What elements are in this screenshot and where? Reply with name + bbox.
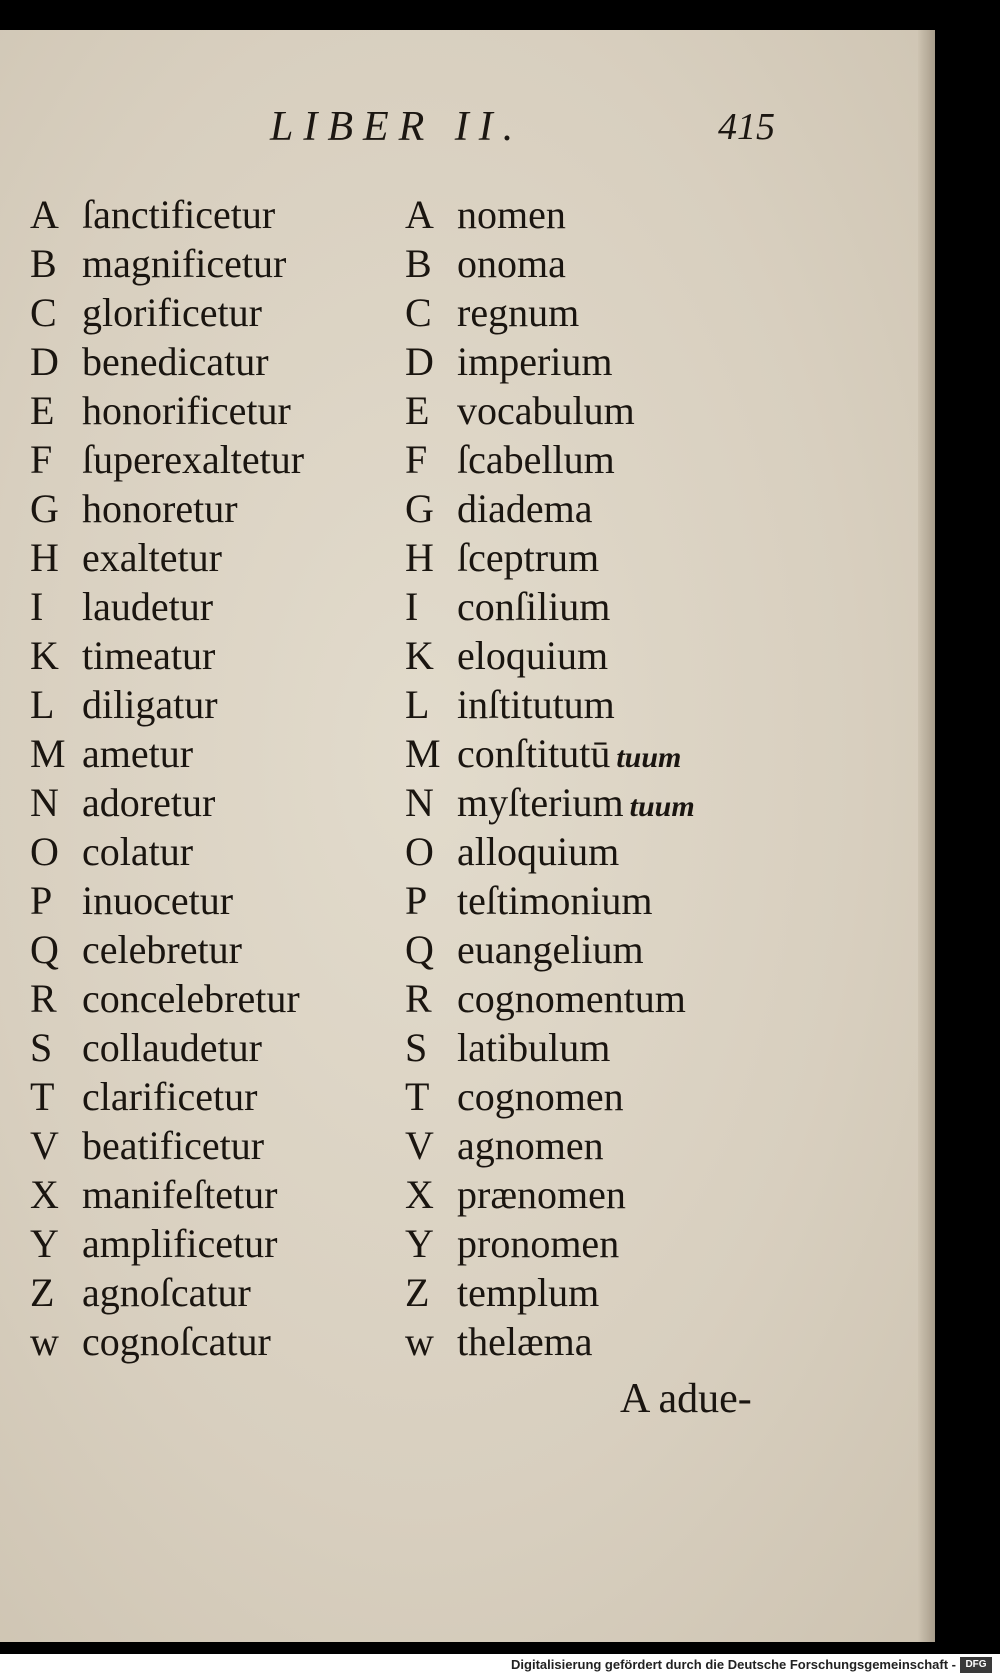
list-item (30, 974, 380, 1023)
entry-word: thelæma (457, 1319, 593, 1364)
list-item (30, 1121, 380, 1170)
entry-word: concelebretur (82, 976, 300, 1021)
entry-suffix: tuum (629, 790, 695, 823)
entry-letter: Y (30, 1221, 59, 1266)
entry-letter: Q (30, 927, 59, 972)
list-item (405, 1219, 805, 1268)
list-item (405, 827, 805, 876)
list-item (405, 631, 805, 680)
list-item (405, 1023, 805, 1072)
entry-letter: C (405, 290, 432, 335)
entry-word: ſuperexaltetur (82, 437, 305, 482)
entry-letter: V (405, 1123, 434, 1168)
entry-letter: R (405, 976, 432, 1021)
entry-word: teſtimonium (457, 878, 653, 923)
list-item (30, 337, 380, 386)
entry-word: agnomen (457, 1123, 604, 1168)
list-item (30, 925, 380, 974)
entry-word: myſterium (457, 780, 624, 825)
list-item (30, 288, 380, 337)
entry-letter: M (30, 731, 66, 776)
entry-word: alloquium (457, 829, 620, 874)
entry-letter: B (405, 241, 432, 286)
list-item (405, 386, 805, 435)
list-item (30, 876, 380, 925)
entry-letter: L (30, 682, 55, 727)
entry-word: laudetur (82, 584, 214, 629)
entry-letter: I (30, 584, 44, 629)
entry-word: latibulum (457, 1025, 611, 1070)
entry-word: inſtitutum (457, 682, 615, 727)
entry-word: cognomentum (457, 976, 686, 1021)
left-column (30, 190, 380, 1366)
entry-letter: Q (405, 927, 434, 972)
entry-word: clarificetur (82, 1074, 258, 1119)
entry-letter: P (30, 878, 53, 923)
right-column (405, 190, 805, 1366)
page-edge (918, 30, 935, 1642)
entry-letter: X (30, 1172, 59, 1217)
entry-word: honorificetur (82, 388, 291, 433)
list-item (405, 925, 805, 974)
entry-letter: O (405, 829, 434, 874)
list-item (30, 1072, 380, 1121)
book-page (0, 30, 935, 1642)
list-item (405, 876, 805, 925)
entry-word: diadema (457, 486, 593, 531)
entry-letter: T (30, 1074, 55, 1119)
entry-letter: R (30, 976, 57, 1021)
entry-word: euangelium (457, 927, 644, 972)
entry-word: vocabulum (457, 388, 635, 433)
footer-bar (0, 1654, 1000, 1677)
entry-word: templum (457, 1270, 600, 1315)
entry-letter: Z (405, 1270, 430, 1315)
entry-word: timeatur (82, 633, 216, 678)
list-item (405, 974, 805, 1023)
list-item (405, 288, 805, 337)
list-item (405, 778, 805, 827)
entry-word: benedicatur (82, 339, 269, 384)
entry-word: adoretur (82, 780, 216, 825)
list-item (405, 1268, 805, 1317)
entry-word: diligatur (82, 682, 218, 727)
list-item (30, 1268, 380, 1317)
entry-letter: N (30, 780, 59, 825)
entry-letter: C (30, 290, 57, 335)
list-item (405, 484, 805, 533)
entry-word: manifeſtetur (82, 1172, 278, 1217)
entry-letter: K (405, 633, 434, 678)
entry-word: conſilium (457, 584, 611, 629)
entry-letter: Y (405, 1221, 434, 1266)
entry-word: ſanctificetur (82, 192, 276, 237)
entry-letter: F (405, 437, 428, 482)
entry-letter: S (30, 1025, 53, 1070)
list-item (405, 337, 805, 386)
list-item (30, 239, 380, 288)
list-item (405, 729, 805, 778)
funding-notice: Digitalisierung gefördert durch die Deutsche Forschungsgemeinschaft - (511, 1657, 956, 1672)
list-item (30, 533, 380, 582)
entry-letter: H (30, 535, 59, 580)
entry-word: imperium (457, 339, 613, 384)
entry-word: exaltetur (82, 535, 222, 580)
entry-word: ſceptrum (457, 535, 600, 580)
entry-letter: D (405, 339, 434, 384)
list-item (405, 1317, 805, 1366)
list-item (405, 533, 805, 582)
entry-letter: G (30, 486, 59, 531)
entry-word: colatur (82, 829, 194, 874)
entry-letter: w (405, 1319, 434, 1364)
entry-word: eloquium (457, 633, 609, 678)
list-item (30, 1219, 380, 1268)
entry-letter: E (30, 388, 55, 433)
list-item (30, 484, 380, 533)
entry-word: agnoſcatur (82, 1270, 251, 1315)
list-item (30, 729, 380, 778)
list-item (30, 631, 380, 680)
entry-word: celebretur (82, 927, 242, 972)
entry-word: amplificetur (82, 1221, 278, 1266)
entry-word: pronomen (457, 1221, 620, 1266)
entry-letter: B (30, 241, 57, 286)
entry-letter: A (30, 192, 59, 237)
list-item (30, 827, 380, 876)
entry-word: beatificetur (82, 1123, 265, 1168)
entry-letter: O (30, 829, 59, 874)
entry-suffix: tuum (616, 741, 682, 774)
entry-word: prænomen (457, 1172, 626, 1217)
list-item (30, 1170, 380, 1219)
list-item (405, 680, 805, 729)
entry-word: inuocetur (82, 878, 234, 923)
entry-letter: F (30, 437, 53, 482)
entry-word: conſtitutū (457, 731, 611, 776)
entry-word: ſcabellum (457, 437, 615, 482)
list-item (405, 239, 805, 288)
list-item (405, 1072, 805, 1121)
entry-letter: N (405, 780, 434, 825)
entry-word: onoma (457, 241, 566, 286)
entry-word: cognomen (457, 1074, 624, 1119)
list-item (30, 386, 380, 435)
entry-letter: V (30, 1123, 59, 1168)
list-item (405, 1170, 805, 1219)
entry-letter: E (405, 388, 430, 433)
entry-letter: D (30, 339, 59, 384)
entry-word: ametur (82, 731, 194, 776)
list-item (30, 1023, 380, 1072)
entry-word: nomen (457, 192, 566, 237)
entry-letter: T (405, 1074, 430, 1119)
entry-letter: S (405, 1025, 428, 1070)
entry-letter: w (30, 1319, 59, 1364)
list-item (405, 190, 805, 239)
catchword: A adue- (620, 1376, 752, 1422)
entry-word: regnum (457, 290, 580, 335)
entry-letter: H (405, 535, 434, 580)
page-number: 415 (718, 106, 775, 148)
entry-word: magnificetur (82, 241, 287, 286)
entry-letter: Z (30, 1270, 55, 1315)
entry-letter: I (405, 584, 419, 629)
list-item (30, 190, 380, 239)
entry-letter: X (405, 1172, 434, 1217)
list-item (405, 582, 805, 631)
entry-word: glorificetur (82, 290, 262, 335)
entry-letter: K (30, 633, 59, 678)
list-item (405, 1121, 805, 1170)
entry-letter: L (405, 682, 430, 727)
entry-letter: P (405, 878, 428, 923)
list-item (30, 778, 380, 827)
entry-word: cognoſcatur (82, 1319, 271, 1364)
dfg-logo: DFG (960, 1657, 992, 1673)
list-item (30, 435, 380, 484)
entry-word: collaudetur (82, 1025, 262, 1070)
list-item (405, 435, 805, 484)
entry-letter: G (405, 486, 434, 531)
entry-letter: M (405, 731, 441, 776)
list-item (30, 1317, 380, 1366)
entry-letter: A (405, 192, 434, 237)
list-item (30, 582, 380, 631)
running-head: LIBER II. (270, 104, 524, 150)
list-item (30, 680, 380, 729)
entry-word: honoretur (82, 486, 238, 531)
